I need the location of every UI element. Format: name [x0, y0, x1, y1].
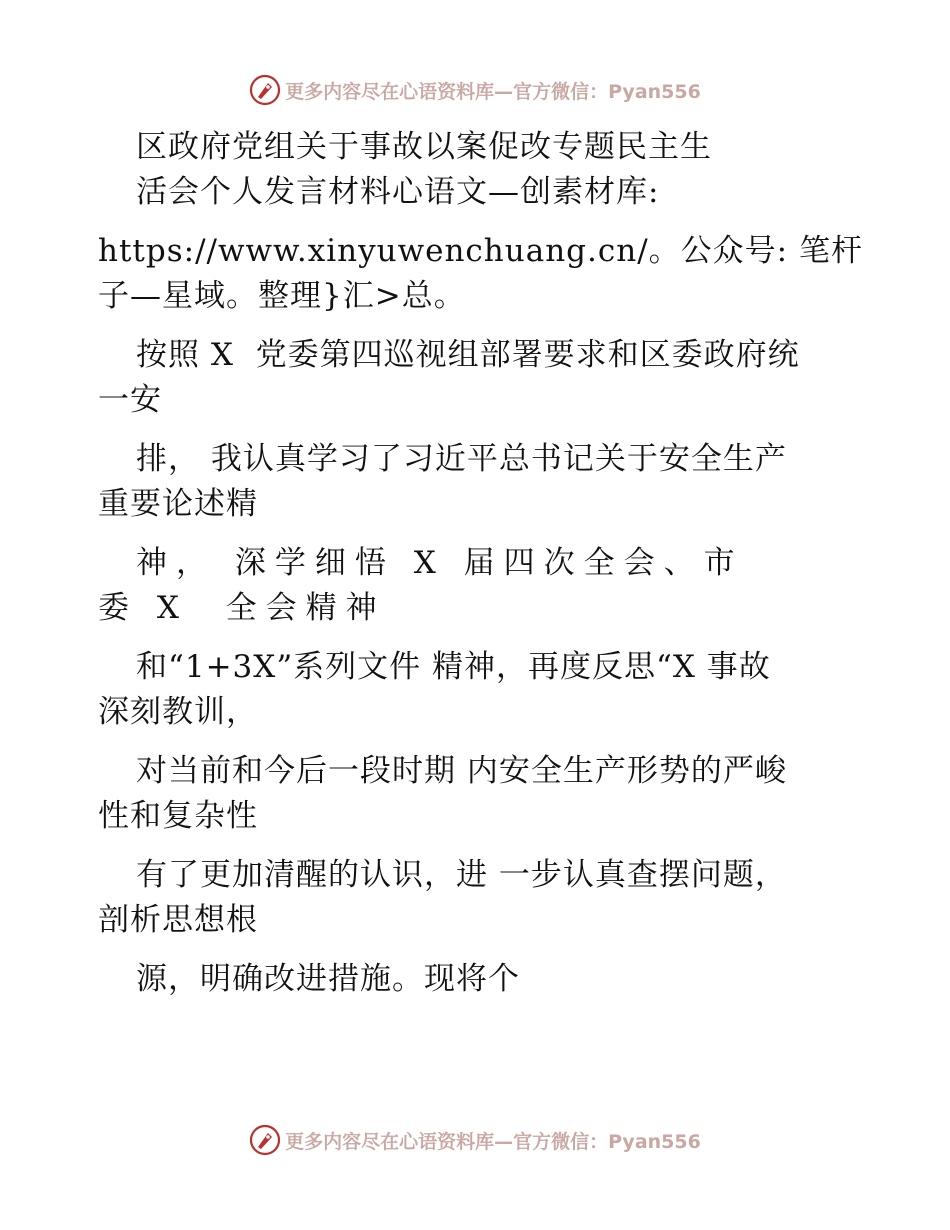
- text-line: 深刻教训，: [98, 694, 258, 730]
- footer-watermark-text: 更多内容尽在心语资料库—官方微信：Pyan556: [285, 1130, 701, 1153]
- text-line: https://www.xinyuwenchuang.cn/。公众号: 笔杆: [98, 233, 863, 269]
- text-line: 性和复杂性: [98, 798, 258, 834]
- footer-watermark-banner: [0, 1120, 950, 1160]
- header-watermark-banner: [0, 70, 950, 110]
- text-line: 重要论述精: [98, 486, 258, 522]
- text-line: 剖析思想根: [98, 902, 258, 938]
- text-line: 委 X 全会精神: [98, 590, 386, 626]
- text-line: 和“1+3X”系列文件 精神，再度反思“X 事故: [136, 649, 771, 685]
- pen-nib-logo-icon: [249, 74, 281, 106]
- text-line: 子—星域。整理}汇>总。: [98, 278, 466, 314]
- text-line: 区政府党组关于事故以案促改专题民主生: [136, 129, 712, 165]
- text-line: 排， 我认真学习了习近平总书记关于安全生产: [136, 441, 787, 477]
- text-line: 神， 深学细悟 X 届四次全会、市: [136, 545, 744, 581]
- document-body: [98, 125, 863, 1002]
- text-line: 对当前和今后一段时期 内安全生产形势的严峻: [136, 753, 787, 789]
- text-line: 源，明确改进措施。现将个: [136, 961, 520, 997]
- text-line: 活会个人发言材料心语文—创素材库:: [136, 174, 660, 210]
- pen-nib-logo-icon: [249, 1124, 281, 1156]
- text-line: 按照 X 党委第四巡视组部署要求和区委政府统: [136, 337, 800, 373]
- text-line: 一安: [98, 382, 162, 418]
- text-line: 有了更加清醒的认识，进 一步认真查摆问题，: [136, 857, 787, 893]
- header-watermark-text: 更多内容尽在心语资料库—官方微信：Pyan556: [285, 80, 701, 103]
